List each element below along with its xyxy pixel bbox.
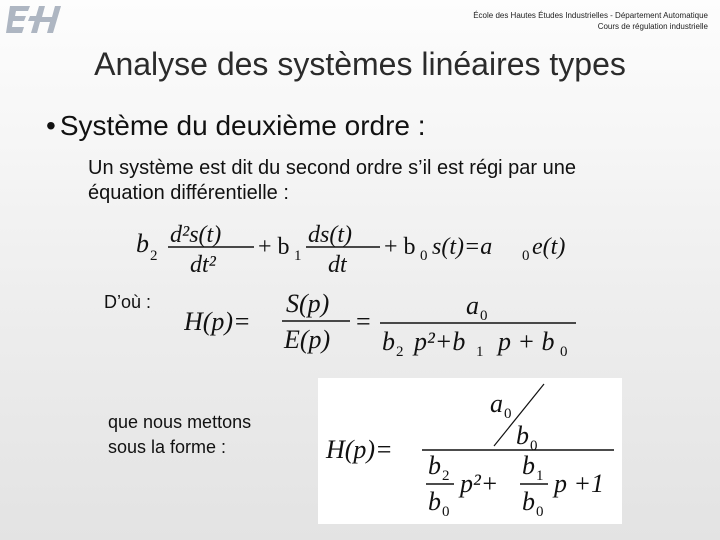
ehei-logo (6, 4, 66, 36)
transfer-function (184, 284, 594, 360)
eq1-dt2: dt² (190, 252, 216, 276)
eq3-b0a: b (428, 487, 441, 516)
bullet-item (46, 110, 426, 142)
intro-line-2: équation différentielle : (88, 182, 289, 204)
eq1-et: e(t) (532, 234, 566, 260)
eq2-lhs: H(p)= (184, 307, 251, 336)
eq2-a: a (466, 291, 479, 320)
eq1-d2s: d²s(t) (170, 222, 222, 248)
forme-label (108, 410, 308, 460)
eq3-a: a (490, 389, 503, 418)
eq2-a-sub: 0 (480, 308, 488, 324)
intro-line-1: Un système est dit du second ordre s’il est régi par une (88, 157, 577, 179)
eq3-a-sub: 0 (504, 406, 512, 422)
eq3-b2: b (428, 451, 441, 480)
eq1-dt: dt (328, 252, 347, 276)
eq2-ep: E(p) (284, 325, 331, 354)
eq1-b1-sub: 1 (294, 248, 302, 264)
normalized-transfer-function (318, 378, 622, 524)
eq3-b1: b (522, 451, 535, 480)
eq3-p-plus-1: p +1 (554, 469, 605, 498)
header (473, 10, 708, 32)
forme-line-1: que nous mettons (108, 412, 252, 432)
header-school: École des Hautes Études Industrielles - Département Automatique (473, 11, 708, 20)
eq1-a0-sub: 0 (522, 248, 530, 264)
eq3-p2plus: p²+ (460, 469, 499, 498)
eq2-sp: S(p) (286, 289, 330, 318)
eq2-b2-sub: 2 (396, 344, 404, 360)
eq1-st-eq: s(t)=a (432, 234, 493, 260)
eq1-plus-b0: + b (384, 234, 416, 260)
eq2-b0-sub: 0 (560, 344, 568, 360)
eq2-b1-sub: 1 (476, 344, 484, 360)
differential-equation (136, 218, 606, 276)
eq1-b0-sub: 0 (420, 248, 428, 264)
eq1-b2: b (136, 229, 149, 258)
forme-line-2: sous la forme : (108, 437, 227, 457)
eq3-b0a-sub: 0 (442, 504, 450, 520)
eq2-p: p + b (498, 327, 555, 356)
eq3-b1-sub: 1 (536, 468, 544, 484)
eq2-p2: p²+b (414, 327, 466, 356)
eq2-b2: b (382, 327, 395, 356)
dou-label: D’où : (104, 292, 152, 312)
slide-title: Analyse des systèmes linéaires types (94, 46, 626, 82)
bullet-dot-icon: • (46, 110, 56, 141)
eq1-ds: ds(t) (308, 222, 352, 248)
header-course: Cours de régulation industrielle (597, 22, 708, 31)
eq1-b2-sub: 2 (150, 248, 158, 264)
eq3-b2-sub: 2 (442, 468, 450, 484)
intro-paragraph (88, 156, 688, 206)
eq3-b: b (516, 421, 529, 450)
eq2-eq: = (356, 307, 371, 336)
eq3-b-sub: 0 (530, 438, 538, 454)
eq3-b0b: b (522, 487, 535, 516)
bullet-text: Système du deuxième ordre : (59, 110, 426, 141)
eq3-b0b-sub: 0 (536, 504, 544, 520)
eq1-plus-b1: + b (258, 234, 290, 260)
eq3-lhs: H(p)= (326, 435, 393, 464)
